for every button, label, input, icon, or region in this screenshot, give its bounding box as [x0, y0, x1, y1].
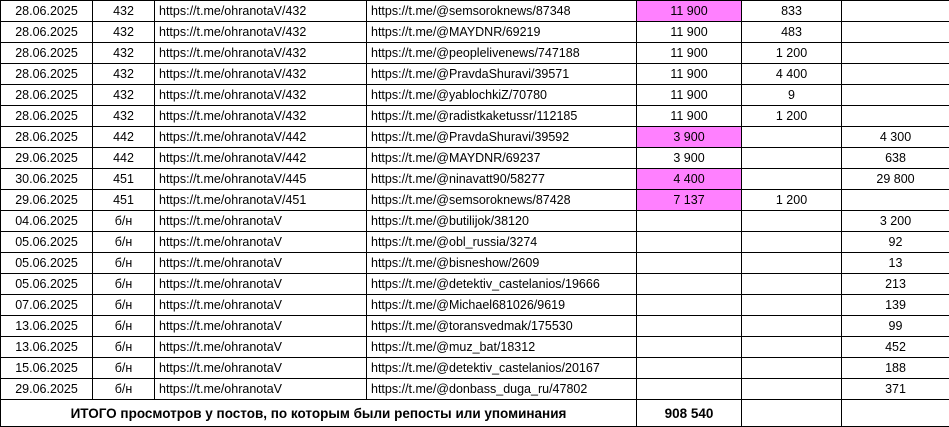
cell-views: 3 900 — [637, 148, 742, 169]
cell-reference-url: https://t.me/@peoplelivenews/747188 — [367, 43, 637, 64]
total-row — [1, 400, 949, 427]
cell-views — [637, 274, 742, 295]
cell-post-number: 442 — [93, 148, 155, 169]
cell-extra — [842, 1, 949, 22]
cell-date: 28.06.2025 — [1, 127, 93, 148]
cell-post-url: https://t.me/ohranotaV — [155, 316, 367, 337]
cell-post-url: https://t.me/ohranotaV — [155, 211, 367, 232]
cell-date: 05.06.2025 — [1, 274, 93, 295]
cell-extra: 29 800 — [842, 169, 949, 190]
cell-views: 3 900 — [637, 127, 742, 148]
table-row — [1, 358, 949, 379]
cell-post-url: https://t.me/ohranotaV/445 — [155, 169, 367, 190]
cell-post-number: 442 — [93, 127, 155, 148]
cell-post-number: б/н — [93, 337, 155, 358]
cell-post-number: 432 — [93, 106, 155, 127]
cell-reference-url: https://t.me/@donbass_duga_ru/47802 — [367, 379, 637, 400]
cell-post-number: 432 — [93, 64, 155, 85]
table-row — [1, 148, 949, 169]
cell-reach — [742, 316, 842, 337]
total-blank-extra — [842, 400, 949, 427]
cell-post-number: б/н — [93, 211, 155, 232]
cell-post-url: https://t.me/ohranotaV — [155, 232, 367, 253]
cell-views — [637, 316, 742, 337]
cell-extra: 371 — [842, 379, 949, 400]
cell-post-url: https://t.me/ohranotaV — [155, 379, 367, 400]
cell-date: 15.06.2025 — [1, 358, 93, 379]
cell-date: 28.06.2025 — [1, 1, 93, 22]
cell-post-number: б/н — [93, 316, 155, 337]
cell-extra: 638 — [842, 148, 949, 169]
cell-date: 07.06.2025 — [1, 295, 93, 316]
cell-post-url: https://t.me/ohranotaV/432 — [155, 1, 367, 22]
cell-reach — [742, 358, 842, 379]
total-blank-reach — [742, 400, 842, 427]
cell-extra: 188 — [842, 358, 949, 379]
cell-reference-url: https://t.me/@PravdaShuravi/39592 — [367, 127, 637, 148]
cell-views — [637, 232, 742, 253]
cell-views: 11 900 — [637, 22, 742, 43]
cell-reach: 9 — [742, 85, 842, 106]
cell-views — [637, 337, 742, 358]
cell-views — [637, 379, 742, 400]
table-row — [1, 316, 949, 337]
cell-post-number: б/н — [93, 274, 155, 295]
cell-extra: 452 — [842, 337, 949, 358]
cell-post-number: б/н — [93, 295, 155, 316]
table-row — [1, 22, 949, 43]
cell-reference-url: https://t.me/@muz_bat/18312 — [367, 337, 637, 358]
cell-views: 11 900 — [637, 106, 742, 127]
cell-post-number: б/н — [93, 379, 155, 400]
cell-reach — [742, 379, 842, 400]
cell-reach — [742, 295, 842, 316]
cell-views: 7 137 — [637, 190, 742, 211]
cell-post-number: б/н — [93, 232, 155, 253]
cell-reach: 1 200 — [742, 190, 842, 211]
cell-post-url: https://t.me/ohranotaV — [155, 358, 367, 379]
cell-date: 29.06.2025 — [1, 379, 93, 400]
cell-extra: 13 — [842, 253, 949, 274]
cell-extra — [842, 85, 949, 106]
cell-reach: 4 400 — [742, 64, 842, 85]
cell-extra — [842, 64, 949, 85]
cell-views — [637, 358, 742, 379]
cell-extra: 4 300 — [842, 127, 949, 148]
cell-reference-url: https://t.me/@ninavatt90/58277 — [367, 169, 637, 190]
cell-date: 28.06.2025 — [1, 64, 93, 85]
cell-reach: 1 200 — [742, 106, 842, 127]
cell-extra: 92 — [842, 232, 949, 253]
cell-date: 29.06.2025 — [1, 190, 93, 211]
cell-reference-url: https://t.me/@yablochkiZ/70780 — [367, 85, 637, 106]
cell-reach: 483 — [742, 22, 842, 43]
table-row — [1, 85, 949, 106]
table-row — [1, 43, 949, 64]
cell-extra: 99 — [842, 316, 949, 337]
table-row — [1, 211, 949, 232]
cell-views — [637, 253, 742, 274]
table-row — [1, 190, 949, 211]
cell-post-number: 432 — [93, 22, 155, 43]
cell-post-url: https://t.me/ohranotaV/432 — [155, 85, 367, 106]
cell-extra: 3 200 — [842, 211, 949, 232]
cell-extra — [842, 106, 949, 127]
cell-reference-url: https://t.me/@PravdaShuravi/39571 — [367, 64, 637, 85]
cell-date: 05.06.2025 — [1, 253, 93, 274]
table-row — [1, 127, 949, 148]
table-row — [1, 106, 949, 127]
cell-reach — [742, 211, 842, 232]
cell-post-url: https://t.me/ohranotaV/432 — [155, 106, 367, 127]
cell-post-number: 432 — [93, 43, 155, 64]
cell-post-url: https://t.me/ohranotaV/442 — [155, 148, 367, 169]
cell-reference-url: https://t.me/@detektiv_castelanios/20167 — [367, 358, 637, 379]
table-row — [1, 169, 949, 190]
cell-views: 11 900 — [637, 43, 742, 64]
table-row — [1, 379, 949, 400]
cell-reach — [742, 148, 842, 169]
cell-extra — [842, 190, 949, 211]
cell-extra: 213 — [842, 274, 949, 295]
cell-reference-url: https://t.me/@toransvedmak/175530 — [367, 316, 637, 337]
cell-post-url: https://t.me/ohranotaV — [155, 253, 367, 274]
cell-reach — [742, 232, 842, 253]
cell-post-number: 451 — [93, 169, 155, 190]
cell-post-number: б/н — [93, 358, 155, 379]
cell-date: 28.06.2025 — [1, 106, 93, 127]
cell-reach — [742, 274, 842, 295]
cell-date: 28.06.2025 — [1, 22, 93, 43]
cell-post-number: 451 — [93, 190, 155, 211]
cell-reference-url: https://t.me/@bisneshow/2609 — [367, 253, 637, 274]
cell-post-url: https://t.me/ohranotaV/432 — [155, 43, 367, 64]
cell-extra — [842, 22, 949, 43]
cell-post-url: https://t.me/ohranotaV — [155, 274, 367, 295]
cell-reference-url: https://t.me/@detektiv_castelanios/19666 — [367, 274, 637, 295]
cell-post-number: б/н — [93, 253, 155, 274]
cell-reference-url: https://t.me/@semsoroknews/87348 — [367, 1, 637, 22]
table-row — [1, 274, 949, 295]
cell-reach: 833 — [742, 1, 842, 22]
cell-post-url: https://t.me/ohranotaV/442 — [155, 127, 367, 148]
table-row — [1, 295, 949, 316]
cell-extra — [842, 43, 949, 64]
cell-post-number: 432 — [93, 85, 155, 106]
cell-date: 13.06.2025 — [1, 337, 93, 358]
cell-post-url: https://t.me/ohranotaV/432 — [155, 64, 367, 85]
cell-date: 30.06.2025 — [1, 169, 93, 190]
cell-views: 4 400 — [637, 169, 742, 190]
cell-reference-url: https://t.me/@obl_russia/3274 — [367, 232, 637, 253]
cell-reference-url: https://t.me/@radistkaketussr/112185 — [367, 106, 637, 127]
cell-post-number: 432 — [93, 1, 155, 22]
table-row — [1, 253, 949, 274]
total-label: ИТОГО просмотров у постов, по которым были репосты или упоминания — [1, 400, 637, 427]
cell-reference-url: https://t.me/@MAYDNR/69219 — [367, 22, 637, 43]
cell-reference-url: https://t.me/@butilijok/38120 — [367, 211, 637, 232]
cell-post-url: https://t.me/ohranotaV — [155, 337, 367, 358]
cell-reach — [742, 253, 842, 274]
cell-date: 29.06.2025 — [1, 148, 93, 169]
cell-reach — [742, 337, 842, 358]
cell-post-url: https://t.me/ohranotaV/451 — [155, 190, 367, 211]
cell-date: 13.06.2025 — [1, 316, 93, 337]
cell-views: 11 900 — [637, 85, 742, 106]
cell-reference-url: https://t.me/@semsoroknews/87428 — [367, 190, 637, 211]
cell-reference-url: https://t.me/@Michael681026/9619 — [367, 295, 637, 316]
table-row — [1, 232, 949, 253]
cell-views: 11 900 — [637, 64, 742, 85]
cell-reach — [742, 169, 842, 190]
table-row — [1, 337, 949, 358]
cell-views — [637, 295, 742, 316]
cell-date: 04.06.2025 — [1, 211, 93, 232]
cell-date: 28.06.2025 — [1, 43, 93, 64]
total-value: 908 540 — [637, 400, 742, 427]
cell-views — [637, 211, 742, 232]
cell-post-url: https://t.me/ohranotaV/432 — [155, 22, 367, 43]
cell-reach — [742, 127, 842, 148]
cell-views: 11 900 — [637, 1, 742, 22]
cell-post-url: https://t.me/ohranotaV — [155, 295, 367, 316]
table-row — [1, 1, 949, 22]
table-row — [1, 64, 949, 85]
cell-date: 05.06.2025 — [1, 232, 93, 253]
cell-reach: 1 200 — [742, 43, 842, 64]
cell-reference-url: https://t.me/@MAYDNR/69237 — [367, 148, 637, 169]
cell-extra: 139 — [842, 295, 949, 316]
cell-date: 28.06.2025 — [1, 85, 93, 106]
